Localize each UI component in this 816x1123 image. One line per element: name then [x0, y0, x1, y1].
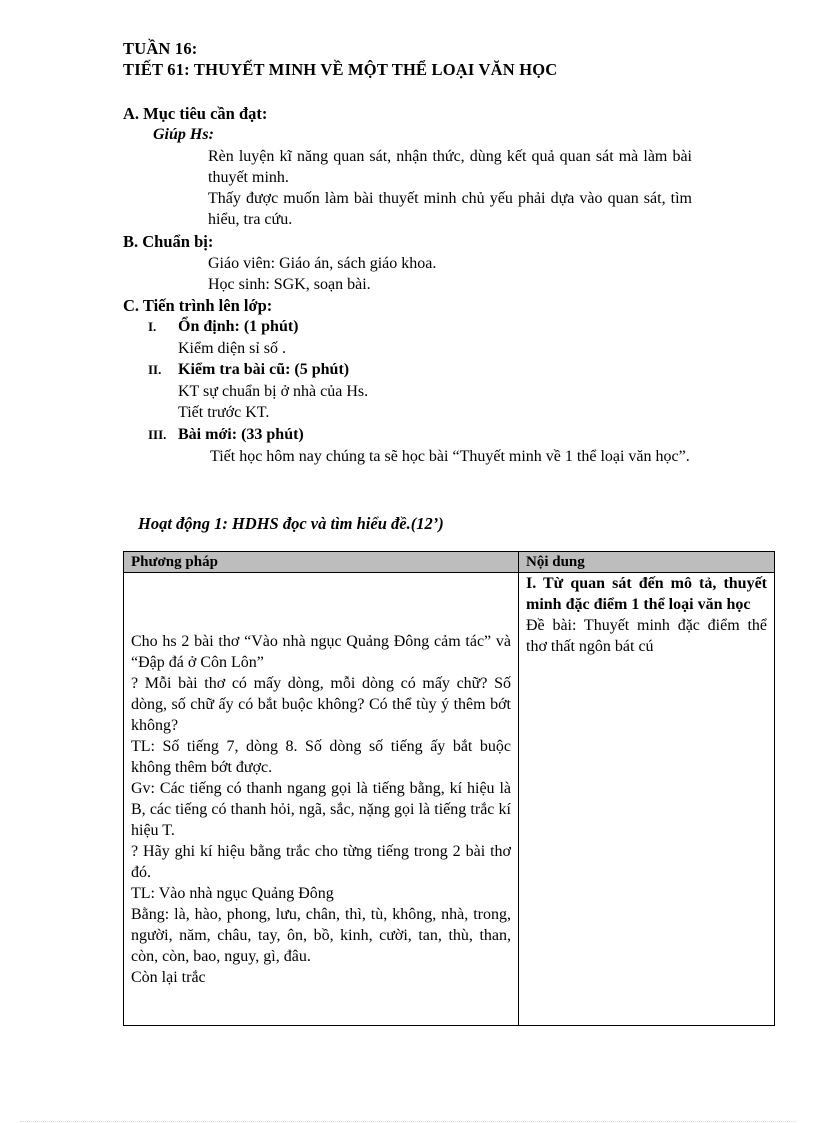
step-2-title: Kiểm tra bài cũ: (5 phút)	[178, 361, 350, 378]
step-2-line-2: Tiết trước KT.	[178, 404, 270, 421]
step-2-line-1: KT sự chuẩn bị ở nhà của Hs.	[178, 383, 369, 400]
header-content: Nội dung	[519, 552, 775, 573]
week-title: TUẦN 16:	[123, 39, 198, 58]
step-3-title: Bài mới: (33 phút)	[178, 426, 304, 443]
method-line-1: Cho hs 2 bài thơ “Vào nhà ngục Quảng Đông cảm tác” và “Đập đá ở Côn Lôn”	[131, 633, 511, 671]
lesson-intro: Tiết học hôm nay chúng ta sẽ học bài “Thuyết minh về 1 thể loại văn học”.	[210, 448, 690, 465]
method-cell-spacer	[131, 573, 511, 631]
step-1-line-1: Kiểm diện sỉ số .	[178, 340, 286, 357]
step-1-title: Ổn định: (1 phút)	[178, 318, 299, 335]
page-bottom-divider	[20, 1121, 796, 1122]
step-1-number: I.	[148, 319, 157, 334]
preparation-teacher: Giáo viên: Giáo án, sách giáo khoa.	[208, 255, 437, 272]
method-line-4: Gv: Các tiếng có thanh ngang gọi là tiếng bằng, kí hiệu là B, các tiếng có thanh hỏi, ngã, sắc, nặng gọi là tiếng trắc kí hiệu T.	[131, 780, 511, 839]
objectives-heading: A. Mục tiêu cần đạt:	[123, 104, 268, 123]
method-line-2: ? Mỗi bài thơ có mấy dòng, mỗi dòng có mấy chữ? Số dòng, số chữ ấy có bắt buộc không? Có thể tùy ý thêm bớt không?	[131, 675, 511, 734]
table-row	[124, 573, 775, 1026]
method-line-8: Còn lại trắc	[131, 969, 206, 986]
table-header-row	[124, 552, 775, 573]
content-section-title: I. Từ quan sát đến mô tả, thuyết minh đặc điểm 1 thể loại văn học	[526, 575, 767, 613]
objective-2: Thấy được muốn làm bài thuyết minh chủ yếu phải dựa vào quan sát, tìm hiểu, tra cứu.	[208, 190, 692, 228]
content-topic: Đề bài: Thuyết minh đặc điểm thể thơ thất ngôn bát cú	[526, 617, 767, 655]
content-cell	[519, 573, 775, 1026]
method-cell	[124, 573, 519, 1026]
preparation-heading: B. Chuẩn bị:	[123, 232, 214, 251]
step-2-number: II.	[148, 362, 162, 377]
header-method: Phương pháp	[124, 552, 519, 573]
preparation-student: Học sinh: SGK, soạn bài.	[208, 276, 371, 293]
step-2-heading	[148, 359, 349, 380]
lesson-title: TIẾT 61: THUYẾT MINH VỀ MỘT THỂ LOẠI VĂN HỌC	[123, 60, 558, 79]
lesson-table	[123, 551, 775, 1026]
objective-1: Rèn luyện kĩ năng quan sát, nhận thức, dùng kết quả quan sát mà làm bài thuyết minh.	[208, 148, 692, 186]
step-3-heading	[148, 424, 304, 445]
activity-title: Hoạt động 1: HDHS đọc và tìm hiểu đề.(12’)	[138, 514, 444, 533]
step-3-number: III.	[148, 427, 167, 442]
objectives-sub: Giúp Hs:	[153, 126, 214, 143]
method-line-6: TL: Vào nhà ngục Quảng Đông	[131, 885, 334, 902]
method-line-7: Bằng: là, hào, phong, lưu, chân, thì, tù, không, nhà, trong, người, năm, châu, tay, ôn, bồ, kinh, cười, tan, thù, than, còn, còn, bao, nguy, gì, đâu.	[131, 906, 511, 965]
method-line-3: TL: Số tiếng 7, dòng 8. Số dòng số tiếng ấy bắt buộc không thêm bớt được.	[131, 738, 511, 776]
procedure-heading: C. Tiến trình lên lớp:	[123, 296, 273, 315]
step-1-heading	[148, 316, 299, 337]
method-line-5: ? Hãy ghi kí hiệu bằng trắc cho từng tiếng trong 2 bài thơ đó.	[131, 843, 511, 881]
